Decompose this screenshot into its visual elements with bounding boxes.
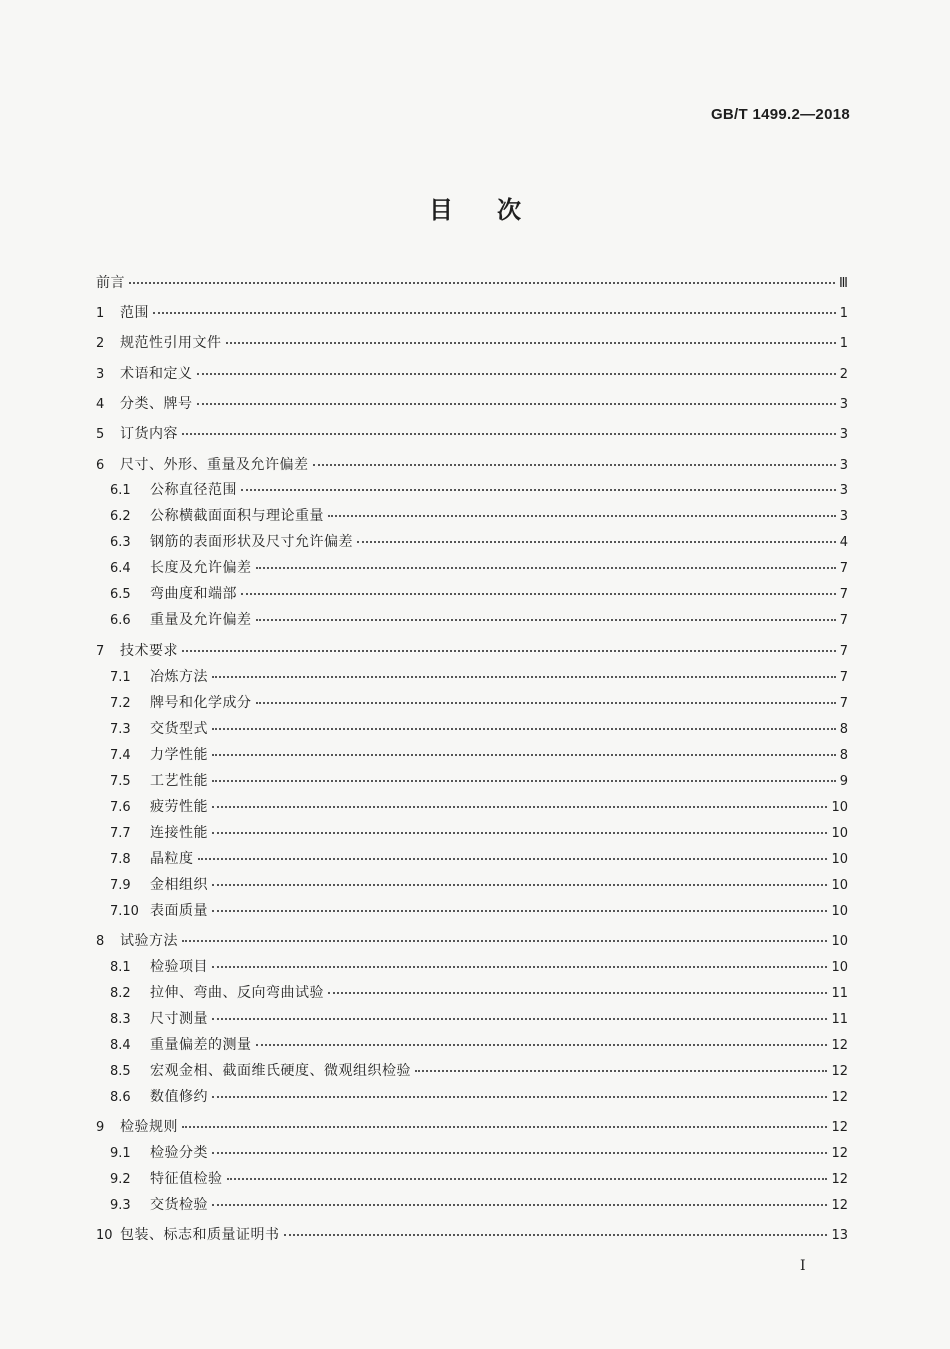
toc-entry-label: 疲劳性能 xyxy=(150,799,208,815)
toc-entry[interactable] xyxy=(96,744,848,766)
toc-entry-number: 5 xyxy=(96,427,105,442)
toc-entry-label: 包装、标志和质量证明书 xyxy=(120,1227,280,1243)
toc-entry-page: 12 xyxy=(831,1198,848,1213)
toc-entry-number: 8.5 xyxy=(110,1064,131,1079)
toc-entry-label: 晶粒度 xyxy=(150,851,194,867)
page-title: 目次 xyxy=(429,196,565,224)
toc-entry-label: 术语和定义 xyxy=(120,366,193,382)
toc-entry-number: 6.6 xyxy=(110,613,131,628)
toc-entry-page: 7 xyxy=(839,644,848,659)
toc-entry-label: 分类、牌号 xyxy=(120,396,193,412)
toc-entry-page: 12 xyxy=(831,1172,848,1187)
toc-entry-page: 10 xyxy=(831,960,848,975)
dot-leader xyxy=(212,1095,827,1098)
toc-entry[interactable] xyxy=(96,930,848,952)
dot-leader xyxy=(182,1125,827,1128)
toc-entry-label: 重量偏差的测量 xyxy=(150,1037,252,1053)
dot-leader xyxy=(284,1233,828,1236)
dot-leader xyxy=(153,311,836,314)
toc-entry[interactable] xyxy=(96,583,848,605)
toc-entry-page: 7 xyxy=(839,587,848,602)
dot-leader xyxy=(227,1177,828,1180)
toc-entry[interactable] xyxy=(96,272,848,294)
toc-entry-page: 8 xyxy=(839,748,848,763)
toc-entry[interactable] xyxy=(96,1224,848,1246)
toc-entry-number: 8.6 xyxy=(110,1090,131,1105)
toc-entry-label: 工艺性能 xyxy=(150,773,208,789)
toc-entry-label: 弯曲度和端部 xyxy=(150,586,237,602)
dot-leader xyxy=(182,939,827,942)
toc-entry[interactable] xyxy=(96,363,848,385)
toc-entry-page: 3 xyxy=(839,458,848,473)
toc-entry-number: 8.4 xyxy=(110,1038,131,1053)
dot-leader xyxy=(212,1151,827,1154)
dot-leader xyxy=(212,965,827,968)
toc-entry-page: 1 xyxy=(839,306,848,321)
toc-entry[interactable] xyxy=(96,1086,848,1108)
toc-entry-number: 6 xyxy=(96,458,105,473)
toc-entry-label: 数值修约 xyxy=(150,1089,208,1105)
dot-leader xyxy=(256,701,836,704)
toc-entry[interactable] xyxy=(96,332,848,354)
toc-entry-label: 交货型式 xyxy=(150,721,208,737)
toc-entry[interactable] xyxy=(96,822,848,844)
toc-entry-page: 11 xyxy=(831,986,848,1001)
toc-entry-label: 检验项目 xyxy=(150,959,208,975)
toc-entry[interactable] xyxy=(96,982,848,1004)
toc-entry-label: 公称直径范围 xyxy=(150,482,237,498)
toc-entry-page: 3 xyxy=(839,427,848,442)
toc-entry[interactable] xyxy=(96,393,848,415)
toc-entry-number: 6.4 xyxy=(110,561,131,576)
toc-entry-label: 公称横截面面积与理论重量 xyxy=(150,508,324,524)
dot-leader xyxy=(182,432,836,435)
toc-entry-number: 9.2 xyxy=(110,1172,131,1187)
toc-entry[interactable] xyxy=(96,874,848,896)
toc-entry[interactable] xyxy=(96,531,848,553)
dot-leader xyxy=(212,1017,827,1020)
toc-entry[interactable] xyxy=(96,1060,848,1082)
toc-entry-page: 10 xyxy=(831,800,848,815)
dot-leader xyxy=(256,1043,828,1046)
toc-entry-page: 3 xyxy=(839,483,848,498)
toc-entry[interactable] xyxy=(96,640,848,662)
toc-entry-number: 4 xyxy=(96,397,105,412)
toc-entry-page: 11 xyxy=(831,1012,848,1027)
toc-entry-page: 10 xyxy=(831,852,848,867)
toc-entry[interactable] xyxy=(96,609,848,631)
toc-entry-number: 6.2 xyxy=(110,509,131,524)
toc-entry-page: 7 xyxy=(839,561,848,576)
dot-leader xyxy=(212,883,827,886)
toc-entry-label: 订货内容 xyxy=(120,426,178,442)
toc-entry[interactable] xyxy=(96,1194,848,1216)
toc-entry-label: 范围 xyxy=(120,305,149,321)
toc-entry[interactable] xyxy=(96,796,848,818)
dot-leader xyxy=(182,649,836,652)
toc-entry[interactable] xyxy=(96,423,848,445)
toc-entry-page: Ⅲ xyxy=(839,276,848,291)
toc-entry-number: 7 xyxy=(96,644,105,659)
toc-entry-label: 检验规则 xyxy=(120,1119,178,1135)
toc-entry-number: 7.1 xyxy=(110,670,131,685)
toc-entry-label: 检验分类 xyxy=(150,1145,208,1161)
dot-leader xyxy=(212,909,827,912)
toc-entry-number: 2 xyxy=(96,336,105,351)
toc-entry-label: 规范性引用文件 xyxy=(120,335,222,351)
toc-entry-number: 7.5 xyxy=(110,774,131,789)
toc-entry-number: 8.2 xyxy=(110,986,131,1001)
toc-entry-page: 7 xyxy=(839,696,848,711)
toc-entry-number: 8.1 xyxy=(110,960,131,975)
toc-entry-label: 长度及允许偏差 xyxy=(150,560,252,576)
toc-entry[interactable] xyxy=(96,1034,848,1056)
toc-entry-page: 12 xyxy=(831,1038,848,1053)
toc-entry-page: 3 xyxy=(839,397,848,412)
toc-entry-page: 13 xyxy=(831,1228,848,1243)
toc-entry-page: 7 xyxy=(839,670,848,685)
toc-entry[interactable] xyxy=(96,718,848,740)
toc-entry[interactable] xyxy=(96,692,848,714)
toc-entry-page: 4 xyxy=(839,535,848,550)
standard-code: GB/T 1499.2—2018 xyxy=(710,106,850,123)
toc-entry-label: 牌号和化学成分 xyxy=(150,695,252,711)
toc-entry[interactable] xyxy=(96,302,848,324)
dot-leader xyxy=(415,1069,827,1072)
toc-entry-number: 7.9 xyxy=(110,878,131,893)
toc-entry-page: 8 xyxy=(839,722,848,737)
toc-entry-number: 7.6 xyxy=(110,800,131,815)
dot-leader xyxy=(212,779,836,782)
toc-entry-page: 3 xyxy=(839,509,848,524)
toc-entry-page: 2 xyxy=(839,367,848,382)
toc-entry[interactable] xyxy=(96,505,848,527)
toc-entry-page: 7 xyxy=(839,613,848,628)
dot-leader xyxy=(212,753,836,756)
toc-entry-page: 10 xyxy=(831,904,848,919)
toc-entry-label: 金相组织 xyxy=(150,877,208,893)
toc-entry-label: 表面质量 xyxy=(150,903,208,919)
toc-entry[interactable] xyxy=(96,900,848,922)
toc-entry-page: 12 xyxy=(831,1120,848,1135)
toc-entry-page: 10 xyxy=(831,934,848,949)
dot-leader xyxy=(256,566,836,569)
page-number: I xyxy=(800,1258,806,1274)
dot-leader xyxy=(313,463,836,466)
dot-leader xyxy=(328,514,836,517)
toc-entry-label: 拉伸、弯曲、反向弯曲试验 xyxy=(150,985,324,1001)
dot-leader xyxy=(198,857,828,860)
toc-entry[interactable] xyxy=(96,1142,848,1164)
toc-entry-page: 9 xyxy=(839,774,848,789)
toc-entry[interactable] xyxy=(96,557,848,579)
toc-entry-number: 8.3 xyxy=(110,1012,131,1027)
toc-entry-number: 3 xyxy=(96,367,105,382)
toc-entry-page: 1 xyxy=(839,336,848,351)
toc-entry-number: 7.8 xyxy=(110,852,131,867)
dot-leader xyxy=(212,675,836,678)
toc-entry-label: 力学性能 xyxy=(150,747,208,763)
toc-entry-label: 前言 xyxy=(96,275,125,291)
toc-entry[interactable] xyxy=(96,454,848,476)
toc-entry[interactable] xyxy=(96,956,848,978)
toc-entry-number: 7.2 xyxy=(110,696,131,711)
dot-leader xyxy=(129,281,835,284)
dot-leader xyxy=(212,831,827,834)
toc-entry-number: 7.10 xyxy=(110,904,139,919)
toc-entry[interactable] xyxy=(96,770,848,792)
toc-entry[interactable] xyxy=(96,666,848,688)
toc-entry-number: 7.7 xyxy=(110,826,131,841)
toc-entry-label: 钢筋的表面形状及尺寸允许偏差 xyxy=(150,534,353,550)
toc-entry-label: 连接性能 xyxy=(150,825,208,841)
dot-leader xyxy=(197,372,836,375)
toc-entry-label: 交货检验 xyxy=(150,1197,208,1213)
toc-entry-number: 7.3 xyxy=(110,722,131,737)
dot-leader xyxy=(197,402,836,405)
dot-leader xyxy=(212,727,836,730)
toc-entry-label: 尺寸、外形、重量及允许偏差 xyxy=(120,457,309,473)
dot-leader xyxy=(357,540,836,543)
toc-entry[interactable] xyxy=(96,479,848,501)
toc-entry-number: 6.3 xyxy=(110,535,131,550)
toc-entry-label: 尺寸测量 xyxy=(150,1011,208,1027)
toc-entry-label: 技术要求 xyxy=(120,643,178,659)
dot-leader xyxy=(212,805,827,808)
toc-entry-number: 7.4 xyxy=(110,748,131,763)
dot-leader xyxy=(241,488,836,491)
toc-entry[interactable] xyxy=(96,1168,848,1190)
toc-entry-number: 9 xyxy=(96,1120,105,1135)
dot-leader xyxy=(328,991,827,994)
toc-entry[interactable] xyxy=(96,1008,848,1030)
toc-entry-number: 9.3 xyxy=(110,1198,131,1213)
toc-entry-number: 1 xyxy=(96,306,105,321)
dot-leader xyxy=(226,341,836,344)
toc-entry[interactable] xyxy=(96,1116,848,1138)
toc-entry-page: 10 xyxy=(831,826,848,841)
toc-entry-label: 冶炼方法 xyxy=(150,669,208,685)
toc-entry-label: 特征值检验 xyxy=(150,1171,223,1187)
dot-leader xyxy=(212,1203,827,1206)
toc-entry-number: 9.1 xyxy=(110,1146,131,1161)
toc-entry-page: 12 xyxy=(831,1146,848,1161)
toc-entry-number: 6.5 xyxy=(110,587,131,602)
toc-entry-label: 宏观金相、截面维氏硬度、微观组织检验 xyxy=(150,1063,411,1079)
toc-entry-page: 12 xyxy=(831,1064,848,1079)
toc-entry-number: 10 xyxy=(96,1228,113,1243)
dot-leader xyxy=(256,618,836,621)
toc-entry-page: 12 xyxy=(831,1090,848,1105)
toc-entry[interactable] xyxy=(96,848,848,870)
toc-entry-number: 6.1 xyxy=(110,483,131,498)
toc-entry-page: 10 xyxy=(831,878,848,893)
dot-leader xyxy=(241,592,836,595)
toc-entry-label: 试验方法 xyxy=(120,933,178,949)
toc-entry-label: 重量及允许偏差 xyxy=(150,612,252,628)
toc-entry-number: 8 xyxy=(96,934,105,949)
